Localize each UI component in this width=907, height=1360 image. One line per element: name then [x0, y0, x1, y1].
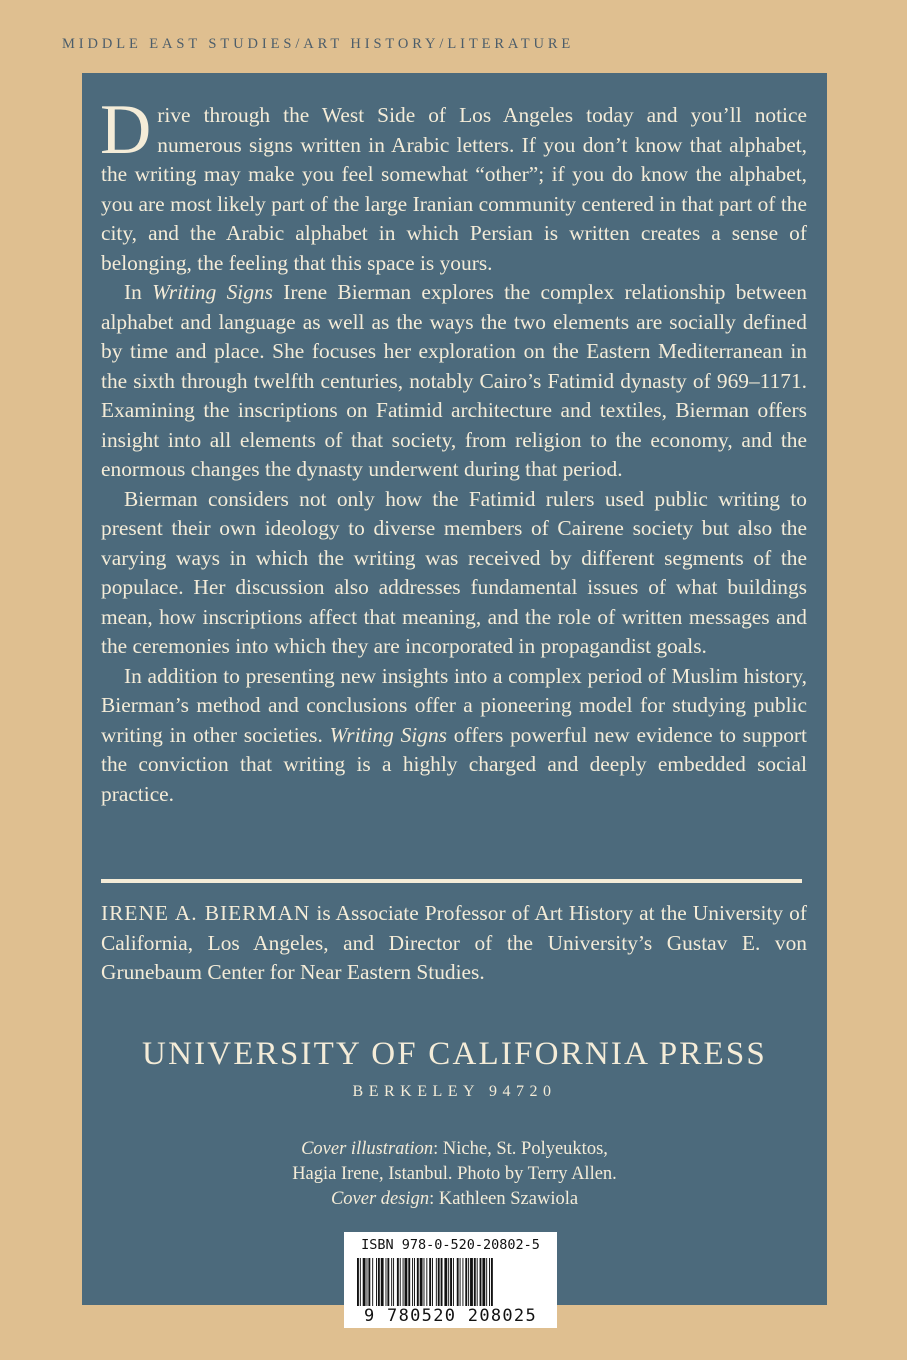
- barcode-bar: [474, 1258, 476, 1306]
- barcode-icon: [356, 1258, 546, 1306]
- publisher-city: BERKELEY 94720: [352, 1083, 557, 1100]
- barcode-bar: [426, 1258, 427, 1306]
- author-bio: [101, 899, 807, 988]
- barcode-bar: [429, 1258, 431, 1306]
- publisher-name: UNIVERSITY OF CALIFORNIA PRESS: [142, 1036, 767, 1072]
- barcode-bar: [367, 1258, 368, 1306]
- barcode-bar: [460, 1258, 461, 1306]
- design-label: Cover design: [330, 1189, 430, 1209]
- barcode-bar: [468, 1258, 469, 1306]
- barcode-bar: [417, 1258, 419, 1306]
- barcode-bar: [432, 1258, 433, 1306]
- barcode-bar: [491, 1258, 493, 1306]
- barcode-bar: [372, 1258, 373, 1306]
- design-credit: [82, 1187, 827, 1212]
- isbn-text: ISBN 978-0-520-20802-5: [361, 1237, 540, 1253]
- barcode-bar: [405, 1258, 408, 1306]
- barcode-bar: [438, 1258, 440, 1306]
- author-name: IRENE A. BIERMAN: [101, 901, 311, 925]
- barcode-bar: [441, 1258, 443, 1306]
- barcode-bar: [462, 1258, 463, 1306]
- barcode-bar: [486, 1258, 487, 1306]
- barcode-bar: [450, 1258, 452, 1306]
- category-label: MIDDLE EAST STUDIES/ART HISTORY/LITERATURE: [62, 36, 575, 52]
- blurb-paragraph-2-text: Irene Bierman explores the complex relationship between alphabet and language as well as the ways the two elements are socially defined by time and place. She focuses her exploration on the Eastern Mediterranean in the sixth through twelfth centuries, notably Cairo’s Fatimid dynasty of 969–1171. Examining the inscriptions on Fatimid architecture and textiles, Bierman offers insight into all elements of that society, from religion to the economy, and the enormous changes the dynasty underwent during that period.: [101, 280, 808, 481]
- cover-credits: [82, 1137, 827, 1212]
- barcode-bar: [482, 1258, 485, 1306]
- blurb-paragraph-2: [101, 278, 807, 485]
- illustration-credit-line-2: Hagia Irene, Istanbul. Photo by Terry Allen.: [292, 1164, 617, 1184]
- ean-digits: 9 780520 208025: [363, 1306, 538, 1326]
- blurb-text: [100, 91, 808, 809]
- illustration-credit: [82, 1137, 827, 1162]
- barcode-bar: [457, 1258, 459, 1306]
- barcode-bar: [363, 1258, 366, 1306]
- barcode-bar: [480, 1258, 482, 1306]
- barcode-bar: [412, 1258, 413, 1306]
- blurb-paragraph-2-lead: In: [124, 280, 153, 304]
- barcode-bar: [381, 1258, 384, 1306]
- barcode-bar: [378, 1258, 380, 1306]
- barcode-bar: [453, 1258, 454, 1306]
- barcode-bar: [444, 1258, 447, 1306]
- divider-rule: [101, 879, 802, 883]
- barcode-label: [344, 1232, 557, 1328]
- blurb-paragraph-3: Bierman considers not only how the Fatimid rulers used public writing to present their own ideology to diverse members of Cairene society but also the varying ways in which the writing was received by different segments of the populace. Her discussion also addresses fundamental issues of what buildings mean, how inscriptions affect that meaning, and the role of written messages and the ceremonies into which they are incorporated in propagandist goals.: [101, 486, 807, 658]
- barcode-bar: [436, 1258, 437, 1306]
- drop-cap: D: [100, 91, 152, 169]
- blurb-paragraph-4-lead: In addition to presenting new insights into a complex period of Muslim history, Bierman’s method and conclusions offer a pioneering model for studying public writing in other societies.: [101, 663, 807, 747]
- barcode-bar: [391, 1258, 392, 1306]
- barcode-bar: [393, 1258, 394, 1306]
- barcode-bar: [400, 1258, 401, 1306]
- author-bio-text: is Associate Professor of Art History at the University of California, Los Angeles, and Director of the University’s Gustav E. von Grunebaum Center for Near Eastern Studies.: [101, 901, 807, 984]
- barcode-bar: [489, 1258, 490, 1306]
- design-text: : Kathleen Szawiola: [429, 1189, 579, 1209]
- book-title: Writing Signs: [329, 722, 447, 747]
- barcode-bar: [477, 1258, 478, 1306]
- blurb-paragraph-1: [100, 91, 807, 278]
- barcode-bar: [470, 1258, 473, 1306]
- book-title: Writing Signs: [152, 280, 273, 304]
- blurb-panel: [82, 73, 827, 1305]
- barcode-bar: [368, 1258, 370, 1306]
- illustration-text: : Niche, St. Polyeuktos,: [433, 1139, 608, 1159]
- blurb-paragraph-1-text: rive through the West Side of Los Angeles today and you’ll notice numerous signs written in Arabic letters. If you don’t know that alphabet, the writing may make you feel somewhat “other”; if you do know the alphabet, you are most likely part of the large Iranian community centered in that part of the city, and the Arabic alphabet in which Persian is written creates a sense of belonging, the feeling that this space is yours.: [101, 103, 807, 275]
- barcode-bar: [414, 1258, 415, 1306]
- barcode-bar: [424, 1258, 425, 1306]
- barcode-bar: [357, 1258, 359, 1306]
- barcode-bar: [465, 1258, 467, 1306]
- barcode-bar: [448, 1258, 449, 1306]
- illustration-label: Cover illustration: [301, 1139, 434, 1159]
- blurb-paragraph-4: [101, 662, 807, 810]
- barcode-bar: [420, 1258, 423, 1306]
- barcode-bar: [386, 1258, 387, 1306]
- barcode-bar: [387, 1258, 389, 1306]
- blurb-paragraph-4-text: offers powerful new evidence to support the conviction that writing is a highly charged and deeply embedded social practice.: [101, 722, 807, 806]
- barcode-bar: [408, 1258, 410, 1306]
- barcode-bar: [376, 1258, 377, 1306]
- barcode-bar: [397, 1258, 399, 1306]
- barcode-bar: [360, 1258, 361, 1306]
- barcode-bar: [403, 1258, 404, 1306]
